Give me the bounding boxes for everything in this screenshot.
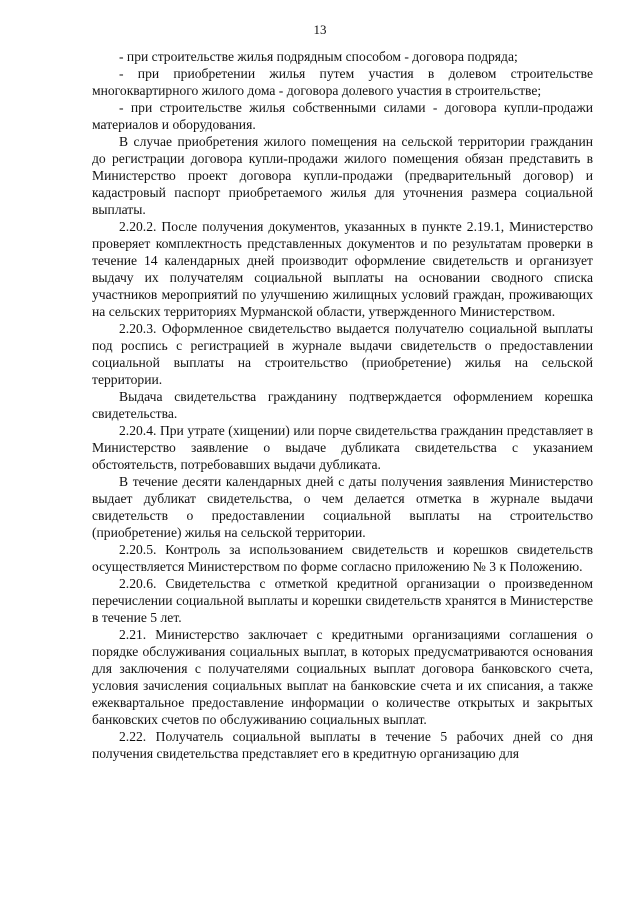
paragraph: 2.20.4. При утрате (хищении) или порче свидетельства гражданин представляет в Министерство заявление о выдаче дубликата свидетельства с указанием обстоятельств, потребовавших выдачи дубликата.	[92, 423, 593, 472]
paragraph: Выдача свидетельства гражданину подтверждается оформлением корешка свидетельства.	[92, 389, 593, 421]
paragraph: 2.20.5. Контроль за использованием свидетельств и корешков свидетельств осуществляется Министерством по форме согласно приложению № 3 к Положению.	[92, 542, 593, 574]
paragraph: В случае приобретения жилого помещения на сельской территории гражданин до регистрации договора купли-продажи жилого помещения обязан представить в Министерство проект договора купли-продажи (предварительный договор) и кадастровый паспорт приобретаемого жилья для уточнения размера социальной выплаты.	[92, 134, 593, 217]
paragraph: - при приобретении жилья путем участия в долевом строительстве многоквартирного жилого дома - договора долевого участия в строительстве;	[92, 66, 593, 98]
paragraph: 2.20.6. Свидетельства с отметкой кредитной организации о произведенном перечислении социальной выплаты и корешки свидетельств хранятся в Министерстве в течение 5 лет.	[92, 576, 593, 625]
page-number: 13	[313, 22, 327, 37]
paragraph: - при строительстве жилья собственными силами - договора купли-продажи материалов и оборудования.	[92, 100, 593, 132]
paragraph: В течение десяти календарных дней с даты получения заявления Министерство выдает дубликат свидетельства, о чем делается отметка в журнале выдачи свидетельств о предоставлении социальной выплаты на строительство (приобретение) жилья на сельской территории.	[92, 474, 593, 540]
paragraph: 2.20.2. После получения документов, указанных в пункте 2.19.1, Министерство проверяет комплектность представленных документов и по результатам проверки в течение 14 календарных дней производит оформление свидетельств и организует выдачу их получателям социальной выплаты на основании сводного списка участников мероприятий по улучшению жилищных условий граждан, проживающих на сельских территориях Мурманской области, утвержденного Министерством.	[92, 219, 593, 319]
paragraph: - при строительстве жилья подрядным способом - договора подряда;	[119, 49, 518, 64]
paragraph: 2.22. Получатель социальной выплаты в течение 5 рабочих дней со дня получения свидетельства представляет его в кредитную организацию для	[92, 729, 593, 761]
paragraph: 2.21. Министерство заключает с кредитными организациями соглашения о порядке обслуживания социальных выплат, в которых предусматриваются основания для заключения с получателями социальных выплат договора банковского счета, условия зачисления социальных выплат на банковские счета и их списания, а также ежеквартальное предоставление информации о количестве открытых и закрытых банковских счетов по обслуживанию социальных выплат.	[92, 627, 593, 727]
paragraph: 2.20.3. Оформленное свидетельство выдается получателю социальной выплаты под роспись с регистрацией в журнале выдачи свидетельств о предоставлении социальной выплаты на строительство (приобретение) жилья на сельской территории.	[92, 321, 593, 387]
document-body	[92, 48, 593, 762]
